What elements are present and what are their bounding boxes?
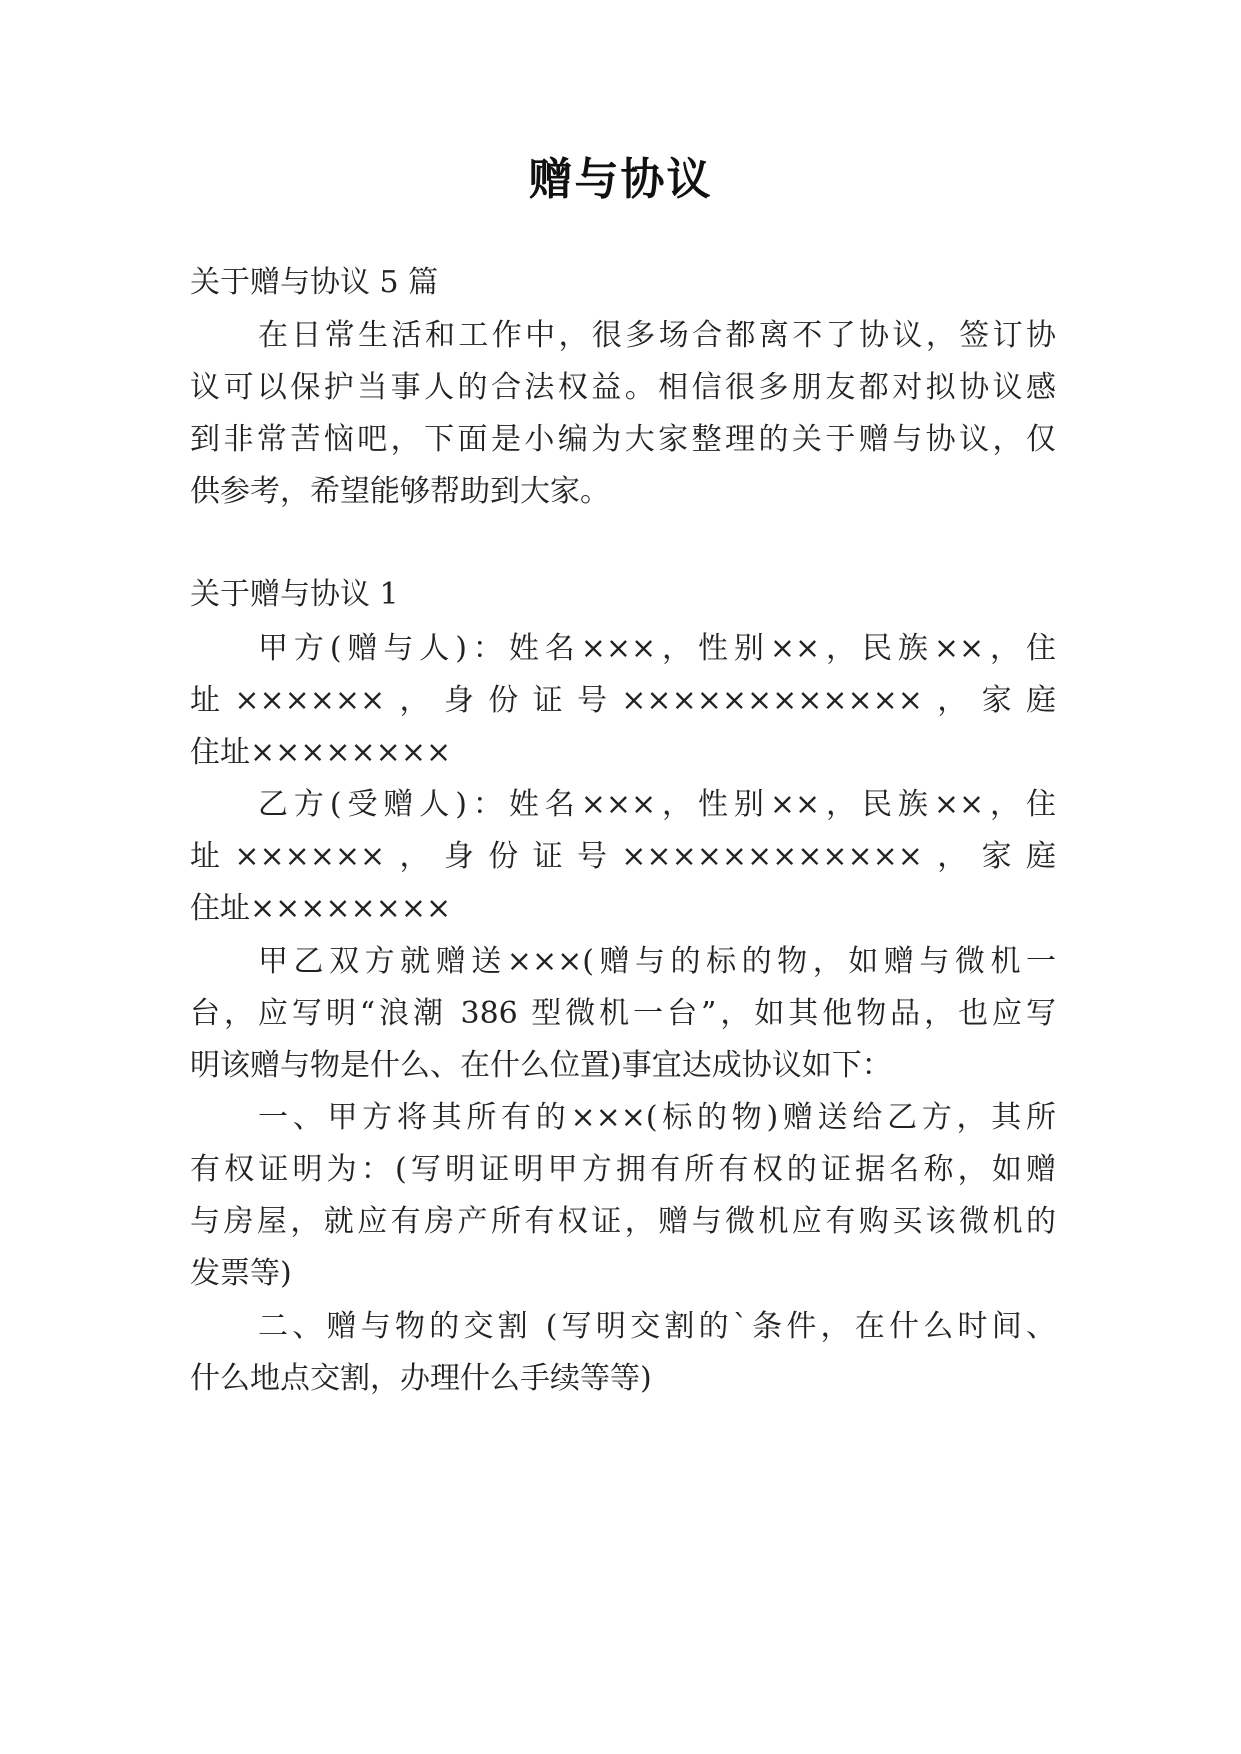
document-title: 赠与协议 (528, 154, 713, 205)
clause-1-line: 与房屋，就应有房产所有权证，赠与微机应有购买该微机的 (190, 1204, 1056, 1239)
party-b-line: 址××××××，身份证号××××××××××××，家庭 (190, 839, 1056, 874)
party-a-line: 址××××××，身份证号××××××××××××，家庭 (190, 683, 1056, 718)
intro-line: 供参考，希望能够帮助到大家。 (190, 474, 610, 509)
clause-1-line: 一、甲方将其所有的×××(标的物)赠送给乙方，其所 (258, 1100, 1056, 1135)
subtitle: 关于赠与协议 5 篇 (190, 265, 439, 300)
clause-1-line: 发票等) (190, 1256, 292, 1291)
agreement-intro-line: 明该赠与物是什么、在什么位置)事宜达成协议如下： (190, 1048, 892, 1083)
clause-2-line: 什么地点交割，办理什么手续等等) (190, 1361, 652, 1396)
intro-line: 到非常苦恼吧，下面是小编为大家整理的关于赠与协议，仅 (190, 422, 1056, 457)
agreement-intro-line: 台，应写明“浪潮 386 型微机一台”，如其他物品，也应写 (190, 996, 1056, 1031)
intro-line: 议可以保护当事人的合法权益。相信很多朋友都对拟协议感 (190, 370, 1056, 405)
party-a-line: 住址×××××××× (190, 735, 452, 770)
party-b-line: 乙方(受赠人)：姓名×××，性别××，民族××，住 (258, 787, 1056, 822)
intro-line: 在日常生活和工作中，很多场合都离不了协议，签订协 (258, 318, 1056, 353)
party-a-line: 甲方(赠与人)：姓名×××，性别××，民族××，住 (258, 631, 1056, 666)
section-heading: 关于赠与协议 1 (190, 577, 399, 612)
clause-1-line: 有权证明为：(写明证明甲方拥有所有权的证据名称，如赠 (190, 1152, 1056, 1187)
clause-2-line: 二、赠与物的交割 (写明交割的`条件，在什么时间、 (258, 1309, 1056, 1344)
agreement-intro-line: 甲乙双方就赠送×××(赠与的标的物，如赠与微机一 (258, 944, 1056, 979)
party-b-line: 住址×××××××× (190, 891, 452, 926)
